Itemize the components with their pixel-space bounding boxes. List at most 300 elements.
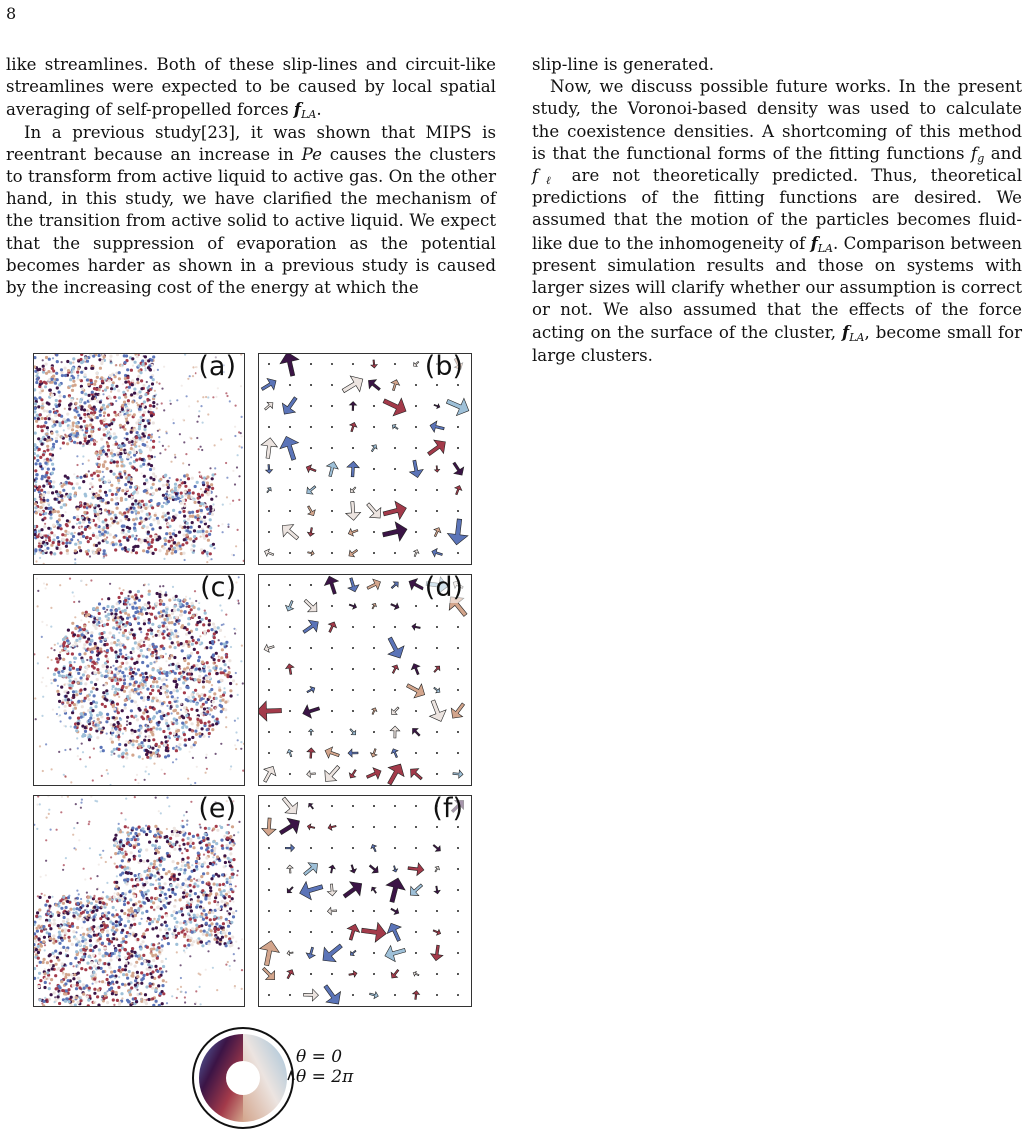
particle — [91, 661, 93, 663]
particle — [102, 404, 105, 407]
particle — [127, 675, 129, 677]
particle — [185, 453, 187, 455]
particle — [71, 943, 74, 946]
particle — [127, 595, 129, 597]
particle — [62, 542, 65, 545]
particle — [76, 523, 78, 525]
particle — [76, 398, 78, 400]
particle — [147, 538, 150, 541]
particle — [46, 435, 48, 437]
particle — [163, 366, 165, 368]
particle — [173, 722, 175, 724]
particle — [88, 394, 91, 397]
particle — [54, 382, 57, 385]
particle — [106, 405, 109, 408]
particle — [58, 414, 61, 417]
particle — [185, 686, 188, 689]
particle — [163, 630, 166, 633]
particle — [52, 480, 55, 483]
particle — [122, 937, 125, 940]
particle — [180, 492, 183, 495]
particle — [197, 678, 200, 681]
particle — [89, 939, 92, 942]
particle — [134, 594, 137, 597]
particle — [59, 447, 61, 449]
particle — [40, 477, 43, 480]
particle — [230, 765, 232, 767]
vector-arrow — [320, 761, 345, 785]
particle — [65, 677, 67, 679]
particle — [41, 621, 43, 623]
particle — [231, 897, 234, 900]
particle — [166, 496, 168, 498]
particle — [64, 374, 67, 377]
particle — [119, 413, 122, 416]
particle — [122, 391, 125, 394]
particle — [112, 615, 115, 618]
particle — [221, 648, 224, 651]
particle — [124, 703, 127, 706]
particle — [169, 645, 172, 648]
particle — [99, 528, 102, 531]
particle — [71, 697, 73, 699]
particle — [111, 493, 114, 496]
particle — [116, 703, 119, 706]
particle — [118, 1001, 121, 1004]
particle — [82, 521, 85, 524]
particle — [83, 511, 86, 514]
vector-arrow — [259, 701, 282, 722]
particle — [48, 504, 50, 506]
particle — [136, 704, 138, 706]
particle — [215, 396, 217, 398]
particle — [126, 438, 129, 441]
vector-arrow — [309, 729, 314, 735]
particle — [148, 590, 151, 593]
particle — [56, 536, 59, 539]
particle — [169, 691, 172, 694]
particle — [140, 978, 143, 981]
particle — [97, 718, 100, 721]
particle — [162, 636, 165, 639]
particle — [154, 965, 157, 968]
particle — [156, 935, 159, 938]
particle — [170, 545, 173, 548]
particle — [197, 497, 200, 500]
particle — [104, 460, 107, 463]
particle — [137, 668, 140, 671]
particle — [101, 360, 104, 363]
particle — [201, 449, 203, 451]
particle — [221, 847, 224, 850]
vector-arrow — [436, 752, 438, 754]
particle — [130, 667, 132, 669]
arrow-field-b — [259, 354, 471, 564]
particle — [82, 445, 84, 447]
particle — [98, 652, 101, 655]
particle — [131, 603, 134, 606]
particle — [90, 702, 93, 705]
particle — [56, 386, 59, 389]
particle — [157, 369, 159, 371]
particle — [141, 472, 143, 474]
particle — [206, 553, 208, 555]
particle — [60, 907, 63, 910]
particle — [190, 437, 192, 439]
particle — [134, 510, 137, 513]
particle — [201, 477, 203, 479]
particle — [143, 355, 145, 357]
particle — [46, 410, 49, 413]
particle — [175, 616, 178, 619]
particle — [110, 754, 112, 756]
particle — [128, 970, 131, 973]
particle — [123, 682, 126, 685]
vector-arrow — [447, 700, 469, 723]
particle — [192, 835, 195, 838]
particle — [51, 491, 54, 494]
particle — [44, 462, 47, 465]
particle — [89, 656, 92, 659]
particle — [174, 486, 177, 489]
particle — [101, 598, 103, 600]
particle — [119, 652, 122, 655]
particle — [172, 509, 175, 512]
particle — [172, 597, 175, 600]
vector-arrow — [352, 447, 355, 450]
particle — [78, 486, 81, 489]
particle — [55, 963, 58, 966]
particle — [177, 608, 180, 611]
particle — [67, 629, 70, 632]
particle — [136, 392, 139, 395]
particle — [157, 430, 159, 432]
particle — [110, 517, 113, 520]
particle — [185, 714, 188, 717]
vector-arrow — [277, 433, 303, 462]
vector-arrow — [331, 447, 334, 450]
particle — [159, 601, 161, 603]
particle — [117, 688, 120, 691]
particle — [116, 682, 119, 685]
particle — [34, 932, 36, 935]
particle — [55, 405, 58, 408]
particle — [126, 411, 129, 414]
particle — [194, 485, 197, 488]
particle — [107, 597, 110, 600]
particle — [180, 886, 183, 889]
vector-arrow — [289, 510, 292, 513]
particle — [241, 435, 243, 437]
particle — [202, 481, 205, 484]
particle — [152, 472, 155, 475]
particle — [39, 391, 42, 394]
particle — [218, 689, 221, 692]
particle — [158, 882, 161, 885]
particle — [152, 697, 155, 700]
vector-arrow — [380, 392, 410, 420]
particle — [103, 433, 106, 436]
particle — [147, 629, 150, 632]
particle — [225, 944, 228, 947]
particle — [229, 682, 232, 685]
particle — [61, 485, 64, 488]
particle — [173, 422, 175, 424]
particle — [210, 498, 213, 501]
vector-arrow — [390, 663, 401, 674]
particle — [76, 482, 79, 485]
particle — [162, 624, 165, 627]
particle — [225, 462, 227, 464]
vector-arrow — [436, 384, 439, 387]
particle — [156, 517, 159, 520]
vector-arrow — [331, 731, 334, 734]
particle — [200, 875, 203, 878]
particle — [151, 747, 154, 750]
particle — [44, 421, 47, 424]
particle — [42, 485, 45, 488]
particle — [142, 940, 145, 943]
particle — [193, 648, 196, 651]
particle — [41, 406, 44, 409]
particle — [36, 473, 39, 476]
particle — [118, 632, 120, 634]
particle — [213, 547, 215, 549]
particle — [110, 449, 113, 452]
particle — [101, 775, 103, 777]
particle — [79, 541, 82, 544]
particle — [161, 702, 164, 705]
vector-arrow — [415, 605, 417, 607]
particle — [127, 683, 129, 685]
particle — [136, 535, 138, 537]
particle — [49, 438, 52, 441]
particle — [171, 548, 174, 551]
particle — [115, 497, 118, 500]
particle — [225, 726, 227, 728]
particle — [217, 680, 220, 683]
particle — [74, 532, 76, 534]
particle — [139, 874, 142, 877]
particle — [140, 539, 143, 542]
particle — [137, 654, 140, 657]
particle — [54, 974, 57, 977]
particle — [62, 902, 65, 905]
particle — [102, 520, 105, 523]
particle — [200, 697, 203, 700]
particle — [195, 667, 198, 670]
particle — [79, 379, 81, 381]
particle — [113, 707, 116, 710]
particle — [77, 367, 80, 370]
particle — [100, 751, 102, 753]
particle — [206, 561, 208, 563]
particle — [110, 428, 112, 430]
particle — [72, 914, 75, 917]
particle — [212, 700, 215, 703]
particle — [77, 406, 80, 409]
particle — [57, 510, 60, 513]
particle — [111, 679, 114, 682]
particle — [73, 595, 75, 597]
vector-arrow — [286, 748, 294, 757]
particle — [211, 715, 214, 718]
particle — [125, 515, 128, 518]
particle — [104, 388, 107, 391]
particle — [168, 928, 171, 931]
particle — [219, 942, 222, 945]
particle — [51, 463, 54, 466]
particle — [149, 493, 151, 495]
particle — [66, 524, 69, 527]
particle — [143, 490, 146, 493]
panel-label-b: (b) — [424, 353, 463, 382]
particle — [183, 534, 186, 537]
particle — [184, 490, 187, 493]
particle — [128, 386, 131, 389]
particle — [98, 520, 100, 522]
particle — [106, 441, 108, 443]
particle — [55, 987, 58, 990]
particle — [118, 728, 121, 731]
particle — [76, 737, 78, 739]
particle — [207, 539, 210, 542]
particle — [37, 985, 40, 988]
particle — [100, 721, 102, 723]
particle — [169, 737, 171, 739]
particle — [89, 643, 92, 646]
particle — [111, 605, 114, 608]
particle — [240, 385, 242, 387]
particle — [136, 381, 139, 384]
particle — [143, 482, 146, 485]
particle — [84, 373, 87, 376]
particle — [181, 838, 184, 841]
particle — [131, 534, 134, 537]
particle — [158, 915, 161, 918]
particle — [84, 393, 87, 396]
particle — [197, 852, 200, 855]
vector-arrow — [348, 602, 357, 610]
particle — [177, 605, 179, 607]
particle — [211, 728, 214, 731]
particle — [104, 664, 106, 666]
particle — [39, 456, 42, 459]
particle — [140, 450, 143, 453]
particle — [145, 612, 148, 615]
particle — [203, 694, 206, 697]
particle — [189, 537, 192, 540]
particle — [108, 451, 110, 453]
particle — [145, 518, 148, 521]
particle — [71, 652, 74, 655]
particle — [184, 559, 186, 561]
particle — [83, 502, 86, 505]
particle — [97, 525, 99, 527]
particle — [138, 408, 141, 411]
particle — [92, 724, 94, 726]
particle — [154, 535, 157, 538]
particle — [222, 504, 224, 506]
particle — [208, 491, 211, 494]
particle — [200, 446, 202, 448]
particle — [149, 468, 152, 471]
particle — [77, 747, 79, 749]
particle — [54, 679, 57, 682]
particle — [204, 722, 207, 725]
particle — [80, 537, 82, 539]
particle — [121, 404, 124, 407]
vector-arrow — [436, 626, 439, 629]
particle — [39, 462, 42, 465]
particle — [231, 936, 234, 939]
particle — [91, 651, 94, 654]
vector-arrow — [432, 664, 442, 674]
particle — [111, 750, 114, 753]
particle — [130, 628, 133, 631]
particle — [162, 614, 164, 616]
particle — [117, 748, 120, 751]
particle — [125, 853, 128, 856]
particle — [120, 499, 123, 502]
particle — [152, 405, 155, 408]
particle — [134, 361, 137, 364]
particle — [173, 656, 176, 659]
particle — [46, 458, 49, 461]
particle — [196, 718, 199, 721]
vector-arrow — [415, 510, 418, 513]
particle — [184, 503, 186, 505]
particle — [242, 682, 244, 684]
vector-arrow — [268, 605, 271, 608]
particle — [197, 638, 200, 641]
particle — [122, 589, 124, 591]
particle — [145, 848, 148, 851]
particle — [129, 697, 131, 699]
particle — [149, 627, 151, 629]
particle — [238, 445, 240, 447]
particle — [34, 967, 36, 970]
particle — [202, 623, 205, 626]
particle — [198, 641, 201, 644]
particle — [72, 376, 75, 379]
particle — [72, 487, 75, 490]
particle — [136, 658, 139, 661]
particle — [210, 628, 213, 631]
particle — [73, 703, 76, 706]
particle — [154, 390, 156, 392]
particle — [48, 987, 51, 990]
vector-arrow — [453, 484, 463, 496]
particle — [190, 548, 193, 551]
particle — [213, 883, 216, 886]
vector-arrow — [349, 401, 357, 410]
particle — [178, 873, 181, 876]
particle — [230, 944, 233, 947]
particle — [84, 648, 86, 650]
vector-arrow — [262, 399, 275, 412]
particle — [129, 632, 131, 634]
particle — [185, 640, 188, 643]
particle — [37, 945, 40, 948]
particle — [76, 442, 78, 444]
particle — [151, 623, 154, 626]
particle — [169, 477, 171, 479]
particle — [39, 557, 41, 559]
particle — [62, 638, 65, 641]
particle — [225, 392, 227, 394]
particle — [191, 602, 194, 605]
